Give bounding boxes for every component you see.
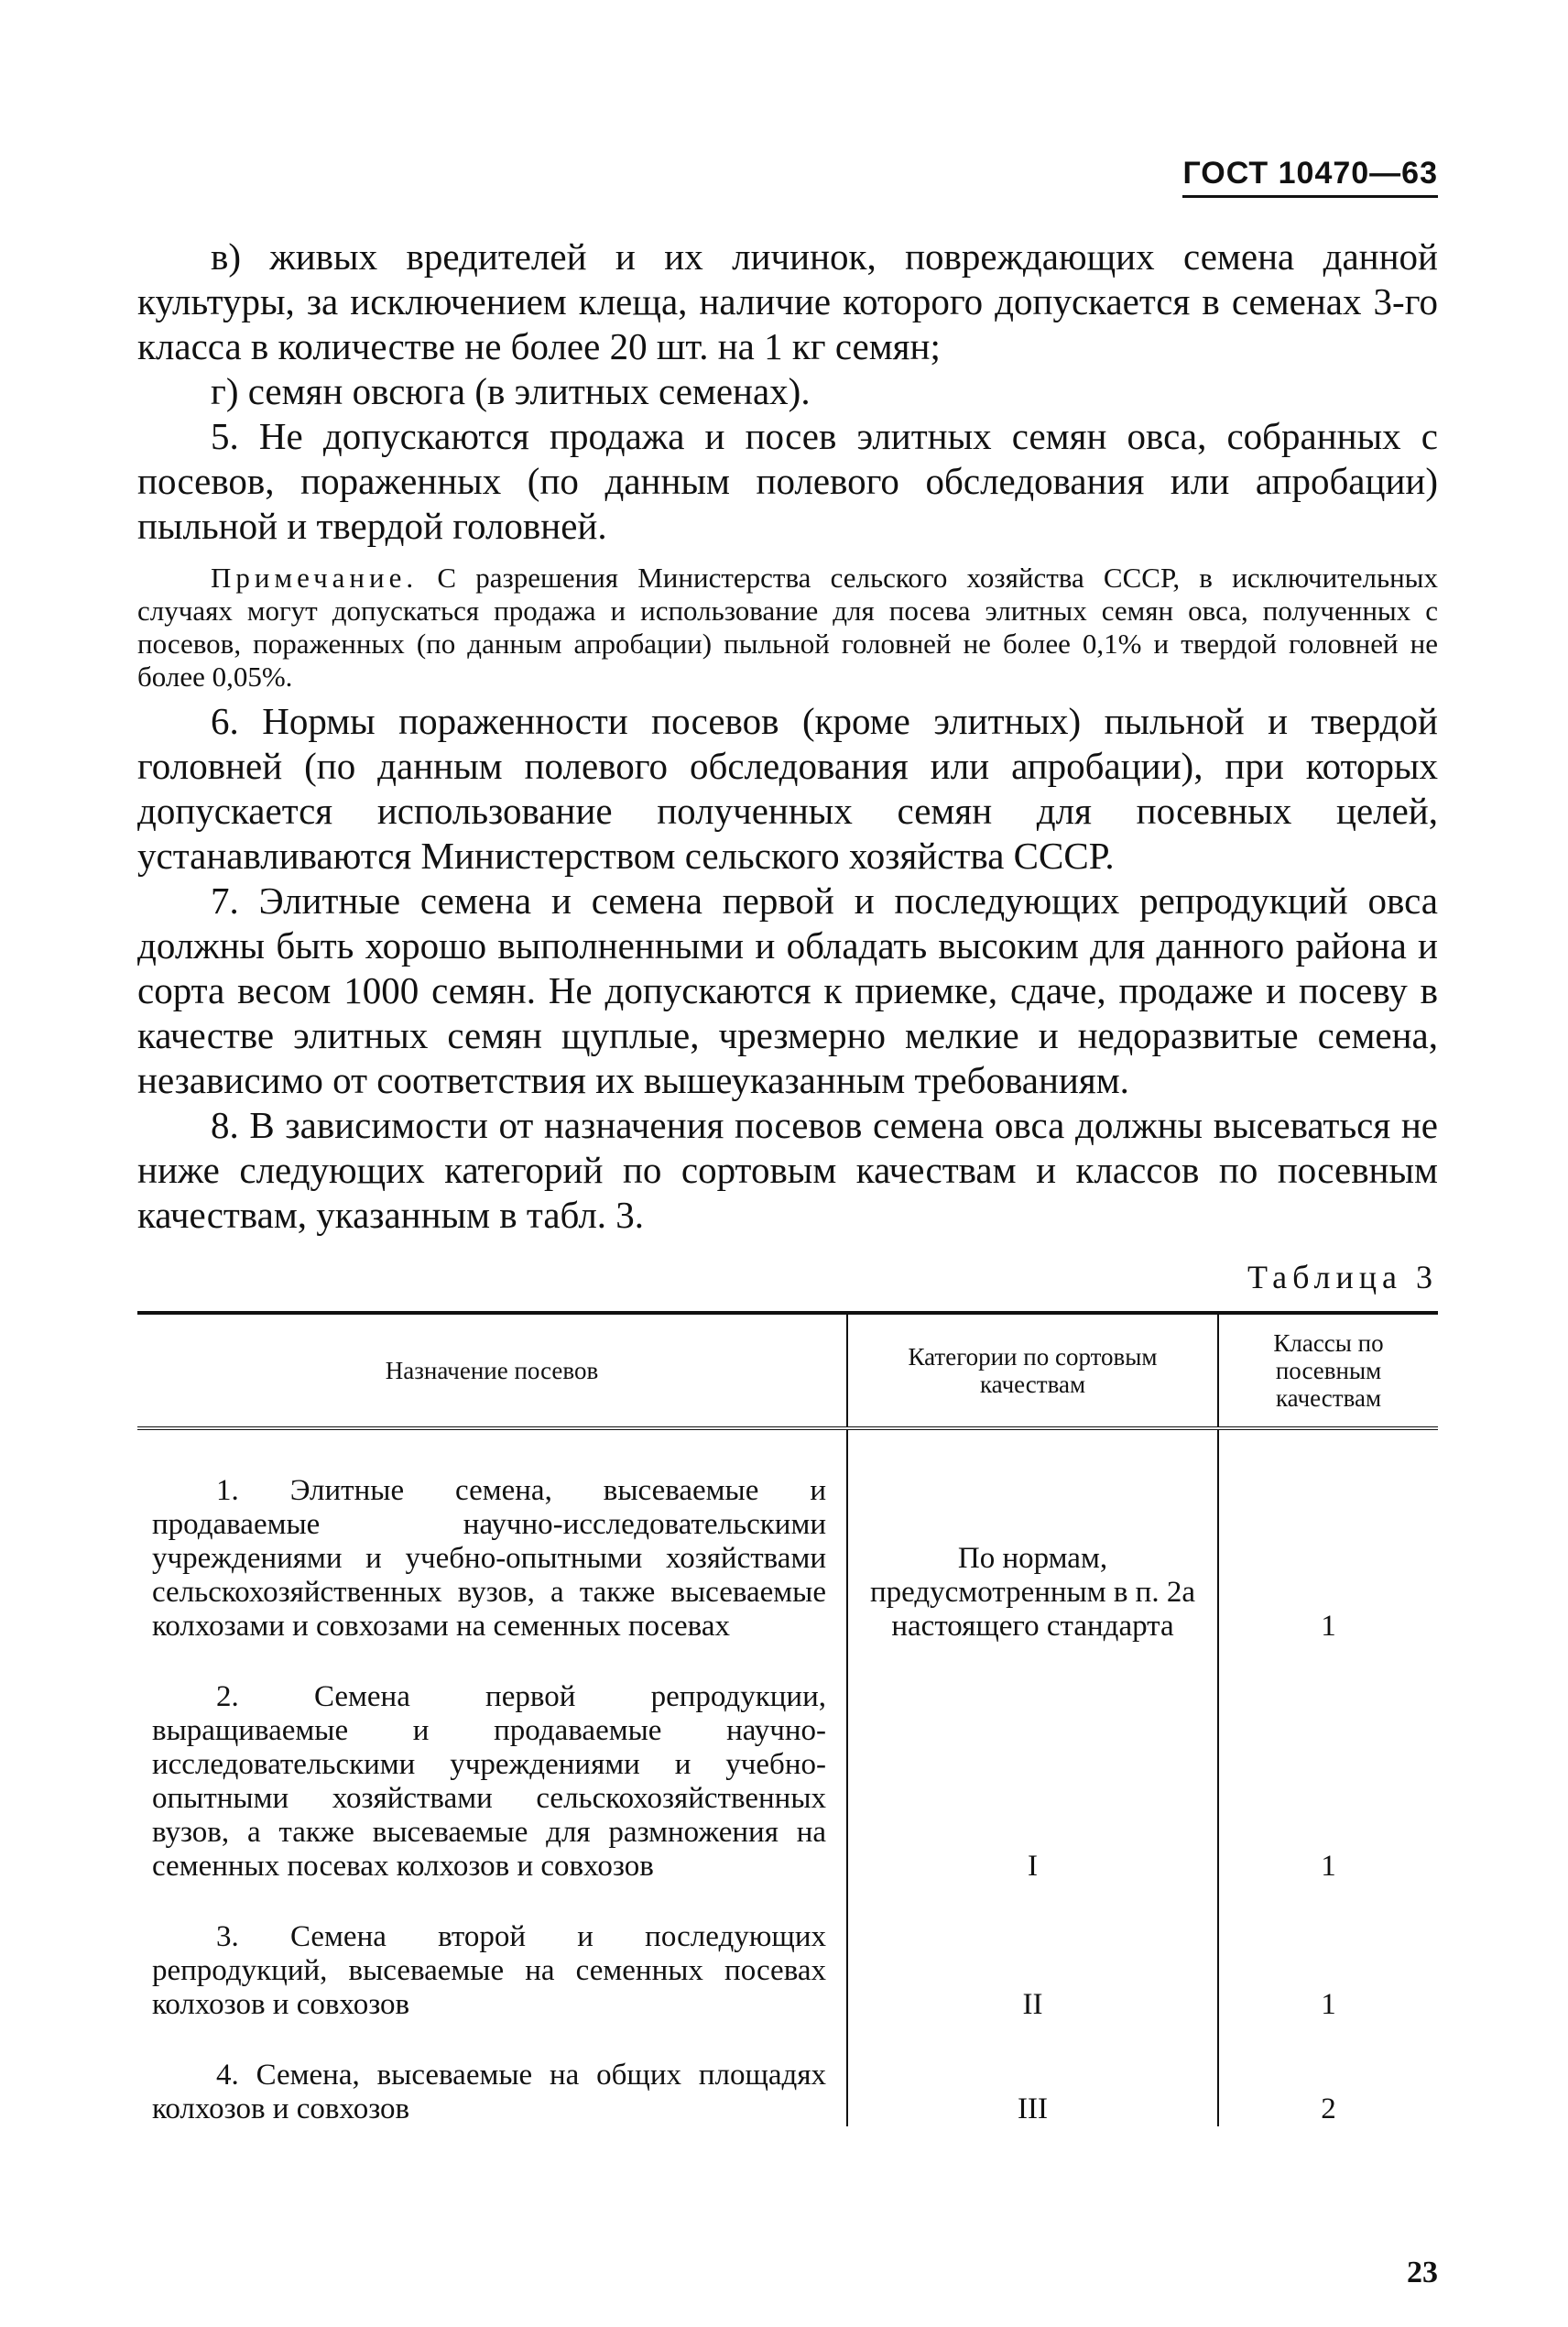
row-category: По нормам, предусмотренным в п. 2а настоящего стандарта — [847, 1428, 1218, 1644]
header-class: Классы по посевным качествам — [1218, 1313, 1438, 1428]
body-text — [137, 235, 1438, 2126]
row-category: I — [847, 1644, 1218, 1884]
standard-number-header: ГОСТ 10470—63 — [1182, 156, 1438, 198]
table-caption: Таблица 3 — [1247, 1259, 1438, 1295]
row-class: 1 — [1218, 1644, 1438, 1884]
table-row — [137, 1884, 1438, 2022]
page-number: 23 — [1407, 2256, 1438, 2289]
paragraph-6: 6. Нормы пораженности посевов (кроме элитных) пыльной и твердой головней (по данным полевого обследования или апробации), при которых допускается использование полученных семян для посевных целей, устанавливаются Министерством сельского хозяйства СССР. — [137, 700, 1438, 877]
row-purpose: 4. Семена, высеваемые на общих площадях колхозов и совхозов — [152, 2059, 826, 2125]
paragraph-g: г) семян овсюга (в элитных семенах). — [211, 370, 811, 412]
row-purpose: 2. Семена первой репродукции, выращиваемые и продаваемые научно-исследовательскими учреждениями и учебно-опытными хозяйствами сельскохозяйственных вузов, а также высеваемые для размножения на семенных посевах колхозов и совхозов — [152, 1680, 826, 1883]
note-text: С разрешения Министерства сельского хозяйства СССР, в исключительных случаях могут допускаться продажа и использование для посева элитных семян овса, полученных с посевов, пораженных (по данным апробации) пыльной головней не более 0,1% и твердой головней не более 0,05%. — [137, 562, 1438, 693]
note-paragraph — [137, 562, 1438, 694]
row-class: 1 — [1218, 1884, 1438, 2022]
table-3 — [137, 1311, 1438, 2126]
table-row — [137, 2022, 1438, 2126]
table-row — [137, 1644, 1438, 1884]
paragraph-v: в) живых вредителей и их личинок, повреждающих семена данной культуры, за исключением клеща, наличие которого допускается в семенах 3-го класса в количестве не более 20 шт. на 1 кг семян; — [137, 235, 1438, 367]
row-category: III — [847, 2022, 1218, 2126]
note-label: Примечание. — [211, 562, 419, 594]
document-page — [137, 156, 1438, 2290]
table-row — [137, 1428, 1438, 1644]
table-header-row — [137, 1313, 1438, 1428]
row-class: 2 — [1218, 2022, 1438, 2126]
row-purpose: 3. Семена второй и последующих репродукций, высеваемые на семенных посевах колхозов и совхозов — [152, 1920, 826, 2021]
paragraph-8: 8. В зависимости от назначения посевов семена овса должны высеваться не ниже следующих категорий по сортовым качествам и классов по посевным качествам, указанным в табл. 3. — [137, 1104, 1438, 1236]
paragraph-5: 5. Не допускаются продажа и посев элитных семян овса, собранных с посевов, пораженных (по данным полевого обследования или апробации) пыльной и твердой головней. — [137, 415, 1438, 547]
row-purpose: 1. Элитные семена, высеваемые и продаваемые научно-исследовательскими учреждениями и учебно-опытными хозяйствами сельскохозяйственных вузов, а также высеваемые колхозами и совхозами на семенных посевах — [152, 1474, 826, 1643]
row-category: II — [847, 1884, 1218, 2022]
row-class: 1 — [1218, 1428, 1438, 1644]
paragraph-7: 7. Элитные семена и семена первой и последующих репродукций овса должны быть хорошо выполненными и обладать высоким для данного района и сорта весом 1000 семян. Не допускаются к приемке, сдаче, продаже и посеву в качестве элитных семян щуплые, чрезмерно мелкие и недоразвитые семена, независимо от соответствия их вышеуказанным требованиям. — [137, 879, 1438, 1101]
header-category: Категории по сортовым качествам — [847, 1313, 1218, 1428]
header-purpose: Назначение посевов — [385, 1357, 599, 1384]
